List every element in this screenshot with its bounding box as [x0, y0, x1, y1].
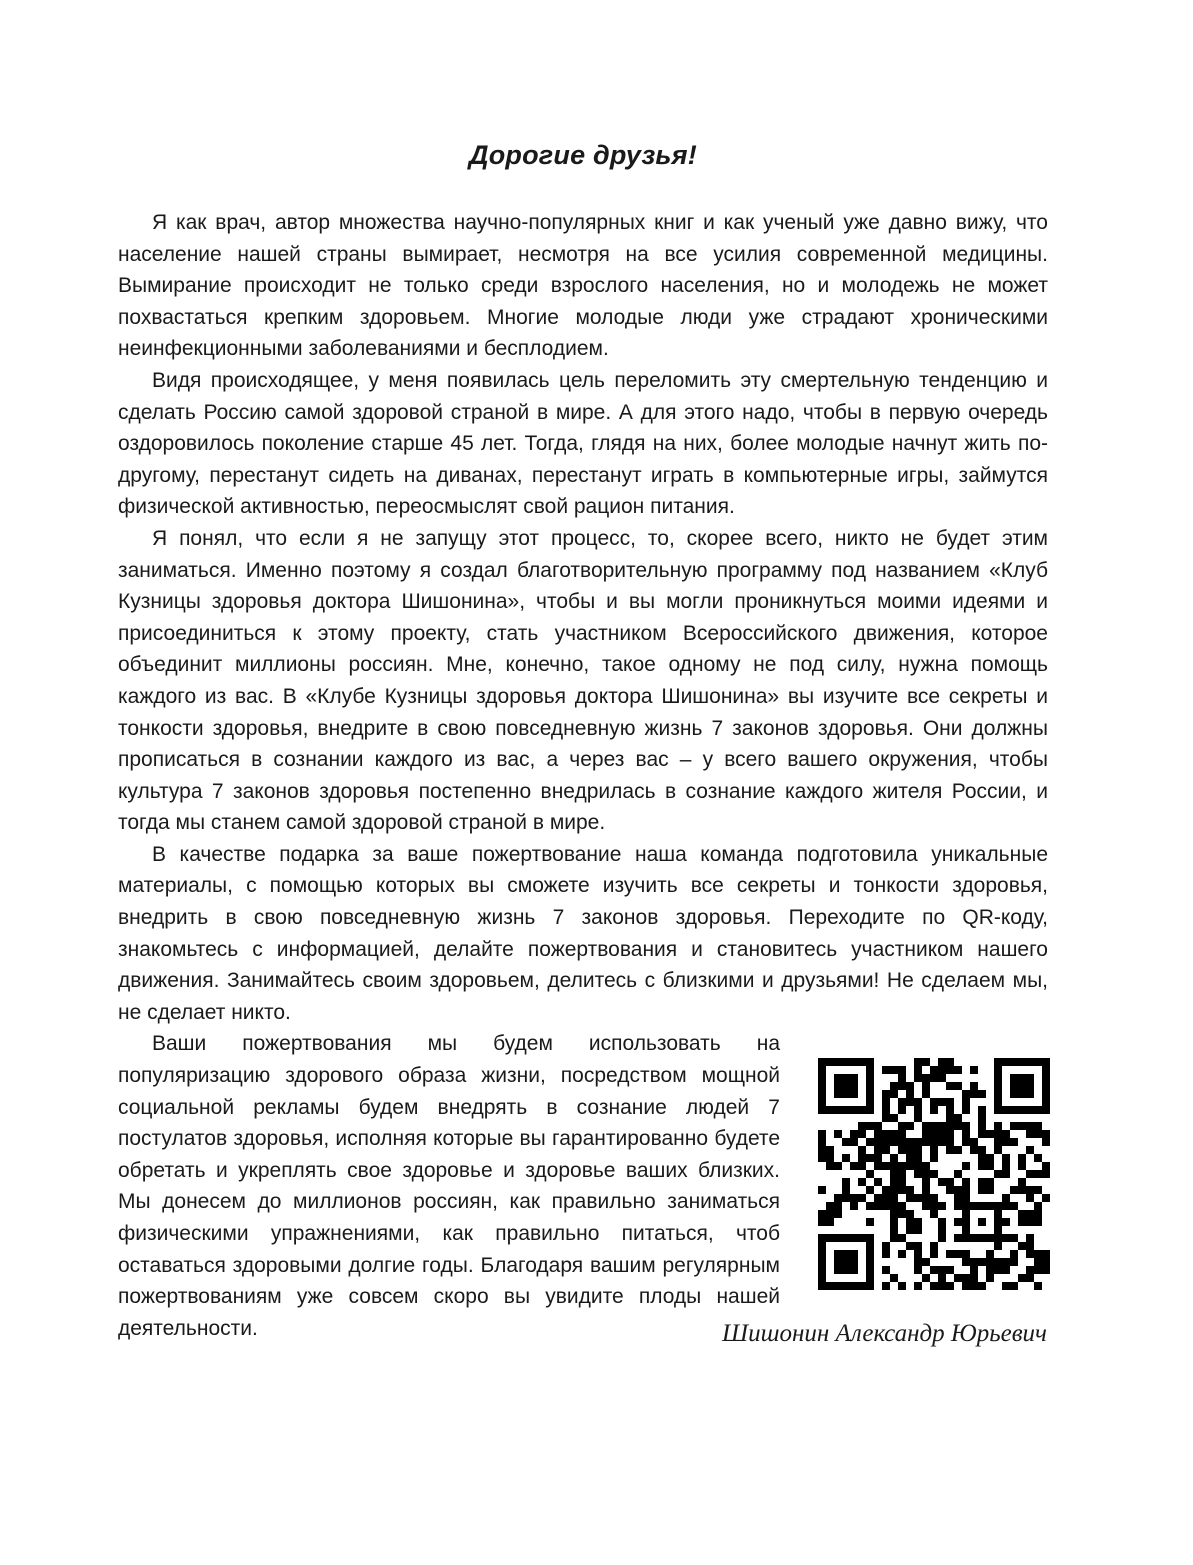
paragraph-5: Ваши пожертвования мы будем использовать на популяризацию здорового образа жизни, посредством мощной социальной рекламы будем внедрять в сознание людей 7 постулатов здоровья, исполняя которые вы гарантированно будете обретать и укреплять свое здоровье и здоровье ваших близких. Мы донесем до миллионов россиян, как правильно заниматься физическими упражнениями, как правильно питаться, чтоб оставаться здоровыми долгие годы. Благодаря вашим регулярным пожертвованиям уже совсем скоро вы увидите плоды нашей деятельности. — [118, 1032, 780, 1340]
paragraph-1: Я как врач, автор множества научно-популярных книг и как ученый уже давно вижу, что население нашей страны вымирает, несмотря на все усилия современной медицины. Вымирание происходит не только среди взрослого населения, но и молодежь не может похвастаться крепким здоровьем. Многие молодые люди уже страдают хроническими неинфекционными заболеваниями и бесплодием. — [118, 211, 1048, 361]
author-signature: Шишонин Александр Юрьевич — [722, 1320, 1047, 1347]
qr-code-graphic — [818, 1058, 1050, 1290]
paragraph-2: Видя происходящее, у меня появилась цель переломить эту смертельную тенденцию и сделать Россию самой здоровой страной в мире. А для этого надо, чтобы в первую очередь оздоровилось поколение старше 45 лет. Тогда, глядя на них, более молодые начнут жить по-другому, перестанут сидеть на диванах, перестанут играть в компьютерные игры, займутся физической активностью, переосмыслят свой рацион питания. — [118, 368, 1048, 519]
paragraph-3: Я понял, что если я не запущу этот процесс, то, скорее всего, никто не будет этим заниматься. Именно поэтому я создал благотворительную программу под названием «Клуб Кузницы здоровья доктора Шишонина», чтобы и вы могли проникнуться моими идеями и присоединиться к этому проекту, стать участником Всероссийского движения, которое объединит миллионы россиян. Мне, конечно, такое одному не под силу, нужна помощь каждого из вас. В «Клубе Кузницы здоровья доктора Шишонина» вы изучите все секреты и тонкости здоровья, внедрите в свою повседневную жизнь 7 законов здоровья. Они должны прописаться в сознании каждого из вас, а через вас – у всего вашего окружения, чтобы культура 7 законов здоровья постепенно внедрилась в сознание каждого жителя России, и тогда мы станем самой здоровой страной в мире. — [118, 526, 1048, 835]
letter-page — [118, 140, 1048, 1344]
qr-code-icon[interactable] — [818, 1058, 1050, 1290]
donation-block — [118, 1028, 1048, 1344]
paragraph-4: В качестве подарка за ваше пожертвование наша команда подготовила уникальные материалы, с помощью которых вы сможете изучить все секреты и тонкости здоровья, внедрить в свою повседневную жизнь 7 законов здоровья. Переходите по QR-коду, знакомьтесь с информацией, делайте пожертвования и становитесь участником нашего движения. Занимайтесь своим здоровьем, делитесь с близкими и друзьями! Не сделаем мы, не сделает никто. — [118, 842, 1048, 1024]
letter-heading: Дорогие друзья! — [469, 140, 697, 170]
